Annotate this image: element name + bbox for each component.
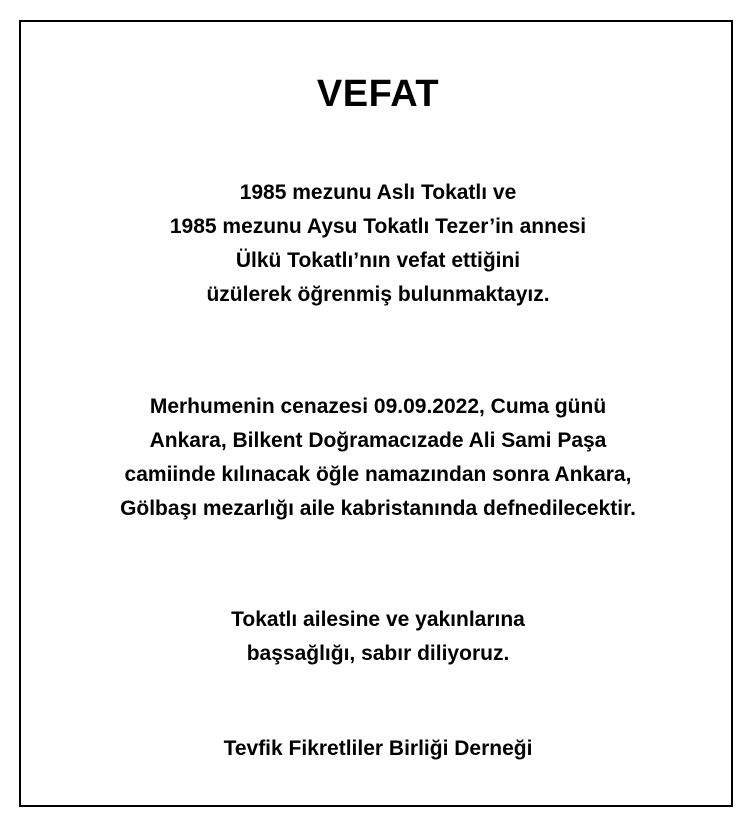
funeral-details-line: Gölbaşı mezarlığı aile kabristanında defnedilecektir. [120, 497, 636, 520]
funeral-details-line: camiinde kılınacak öğle namazından sonra Ankara, [124, 463, 632, 486]
announcement-paragraph [0, 176, 756, 312]
funeral-details-paragraph [0, 390, 756, 526]
condolence-paragraph [0, 603, 756, 671]
announcement-line: üzülerek öğrenmiş bulunmaktayız. [206, 283, 550, 306]
announcement-line: Ülkü Tokatlı’nın vefat ettiğini [235, 249, 521, 272]
condolence-line: Tokatlı ailesine ve yakınlarına [231, 608, 525, 631]
funeral-details-line: Ankara, Bilkent Doğramacızade Ali Sami Paşa [149, 429, 607, 452]
announcement-line: 1985 mezunu Aslı Tokatlı ve [239, 181, 517, 204]
signature-line: Tevfik Fikretliler Birliği Derneği [223, 737, 533, 760]
funeral-details-line: Merhumenin cenazesi 09.09.2022, Cuma günü [149, 395, 607, 418]
signature-paragraph [0, 732, 756, 766]
notice-title: VEFAT [316, 73, 440, 115]
announcement-line: 1985 mezunu Aysu Tokatlı Tezer’in annesi [169, 215, 587, 238]
condolence-line: başsağlığı, sabır diliyoruz. [246, 642, 510, 665]
